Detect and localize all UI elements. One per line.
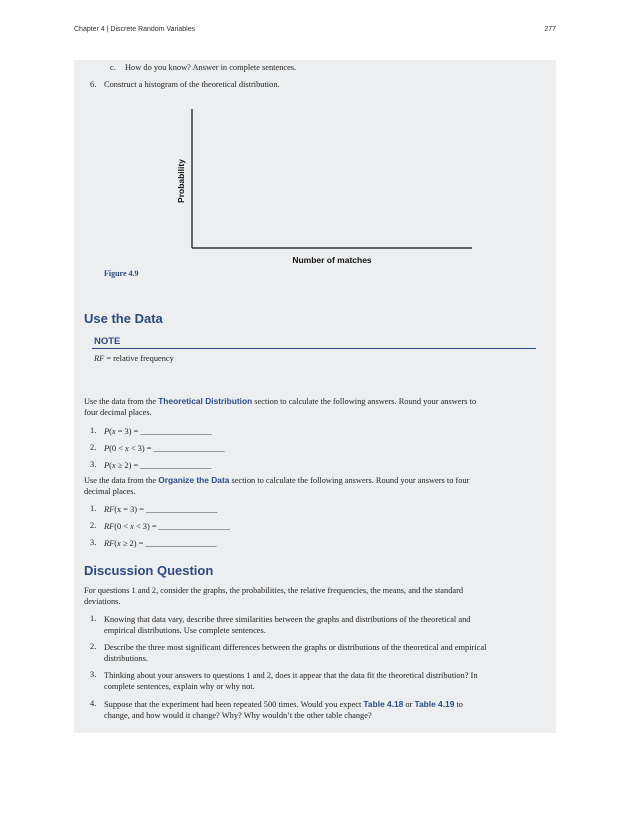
list-item-number: 1. — [90, 504, 97, 513]
discussion-intro-line-2: deviations. — [84, 597, 121, 606]
discussion-q3-text-line-2: complete sentences, explain why or why not. — [104, 682, 255, 691]
discussion-q4-text: Suppose that the experiment had been repeated 500 times. Would you expect Table 4.18 or Table 4.19 to — [104, 699, 463, 709]
list-item-number: 2. — [90, 521, 97, 530]
list-item-number: 3. — [90, 538, 97, 547]
use-data-paragraph-2: Use the data from the Organize the Data section to calculate the following answers. Round your answers to four — [84, 475, 470, 485]
discussion-q4-number: 4. — [90, 699, 97, 708]
page-number: 277 — [544, 26, 556, 33]
chapter-title: Chapter 4 | Discrete Random Variables — [74, 26, 196, 33]
table-4-19-link[interactable]: Table 4.19 — [414, 699, 455, 709]
question-6-text: Construct a histogram of the theoretical distribution. — [104, 80, 280, 89]
list-item: P(0 < x < 3) = _________________ — [104, 444, 225, 453]
discussion-q1-text: Knowing that data vary, describe three similarities between the graphs and distributions of the theoretical and — [104, 615, 471, 624]
discussion-q4-text-line-2: change, and how would it change? Why? Why wouldn’t the other table change? — [104, 711, 372, 720]
discussion-q1-number: 1. — [90, 614, 97, 623]
question-6-number: 6. — [90, 80, 97, 89]
use-data-paragraph-1: Use the data from the Theoretical Distribution section to calculate the following answers. Round your answers to — [84, 396, 477, 406]
discussion-intro: For questions 1 and 2, consider the graphs, the probabilities, the relative frequencies, the means, and the standard — [84, 586, 464, 595]
item-c-text: How do you know? Answer in complete sentences. — [125, 63, 297, 72]
list-item: RF(x ≥ 2) = _________________ — [104, 539, 217, 548]
list-item-number: 3. — [90, 460, 97, 469]
use-data-paragraph-2-line-2: decimal places. — [84, 487, 136, 496]
discussion-q2-text: Describe the three most significant differences between the graphs or distributions of the theoretical and empirical — [104, 643, 487, 652]
list-item-number: 2. — [90, 443, 97, 452]
use-the-data-heading: Use the Data — [84, 311, 163, 326]
discussion-q2-number: 2. — [90, 642, 97, 651]
item-c-label: c. — [110, 63, 116, 72]
list-item: RF(x = 3) = _________________ — [104, 505, 218, 514]
y-axis-label: Probability — [176, 159, 186, 203]
discussion-q3-number: 3. — [90, 670, 97, 679]
list-item: P(x ≥ 2) = _________________ — [104, 461, 212, 470]
x-axis-label: Number of matches — [292, 255, 372, 265]
note-rule — [92, 348, 536, 349]
list-item: RF(0 < x < 3) = _________________ — [104, 522, 230, 531]
note-text: RF = relative frequency — [94, 354, 174, 363]
table-4-18-link[interactable]: Table 4.18 — [363, 699, 404, 709]
theoretical-distribution-link[interactable]: Theoretical Distribution — [158, 396, 253, 406]
note-label: NOTE — [94, 336, 121, 347]
content-panel — [74, 60, 556, 733]
figure-caption: Figure 4.9 — [104, 269, 139, 278]
list-item: P(x = 3) = _________________ — [104, 427, 212, 436]
discussion-question-heading: Discussion Question — [84, 563, 214, 578]
discussion-q2-text-line-2: distributions. — [104, 654, 148, 663]
use-data-paragraph-1-line-2: four decimal places. — [84, 408, 152, 417]
running-header — [74, 26, 556, 33]
discussion-q1-text-line-2: empirical distributions. Use complete sentences. — [104, 626, 266, 635]
discussion-q3-text: Thinking about your answers to questions 1 and 2, does it appear that the data fit the theoretical distribution? In — [104, 671, 478, 680]
histogram-figure — [170, 106, 480, 271]
organize-the-data-link[interactable]: Organize the Data — [158, 475, 230, 485]
list-item-number: 1. — [90, 426, 97, 435]
